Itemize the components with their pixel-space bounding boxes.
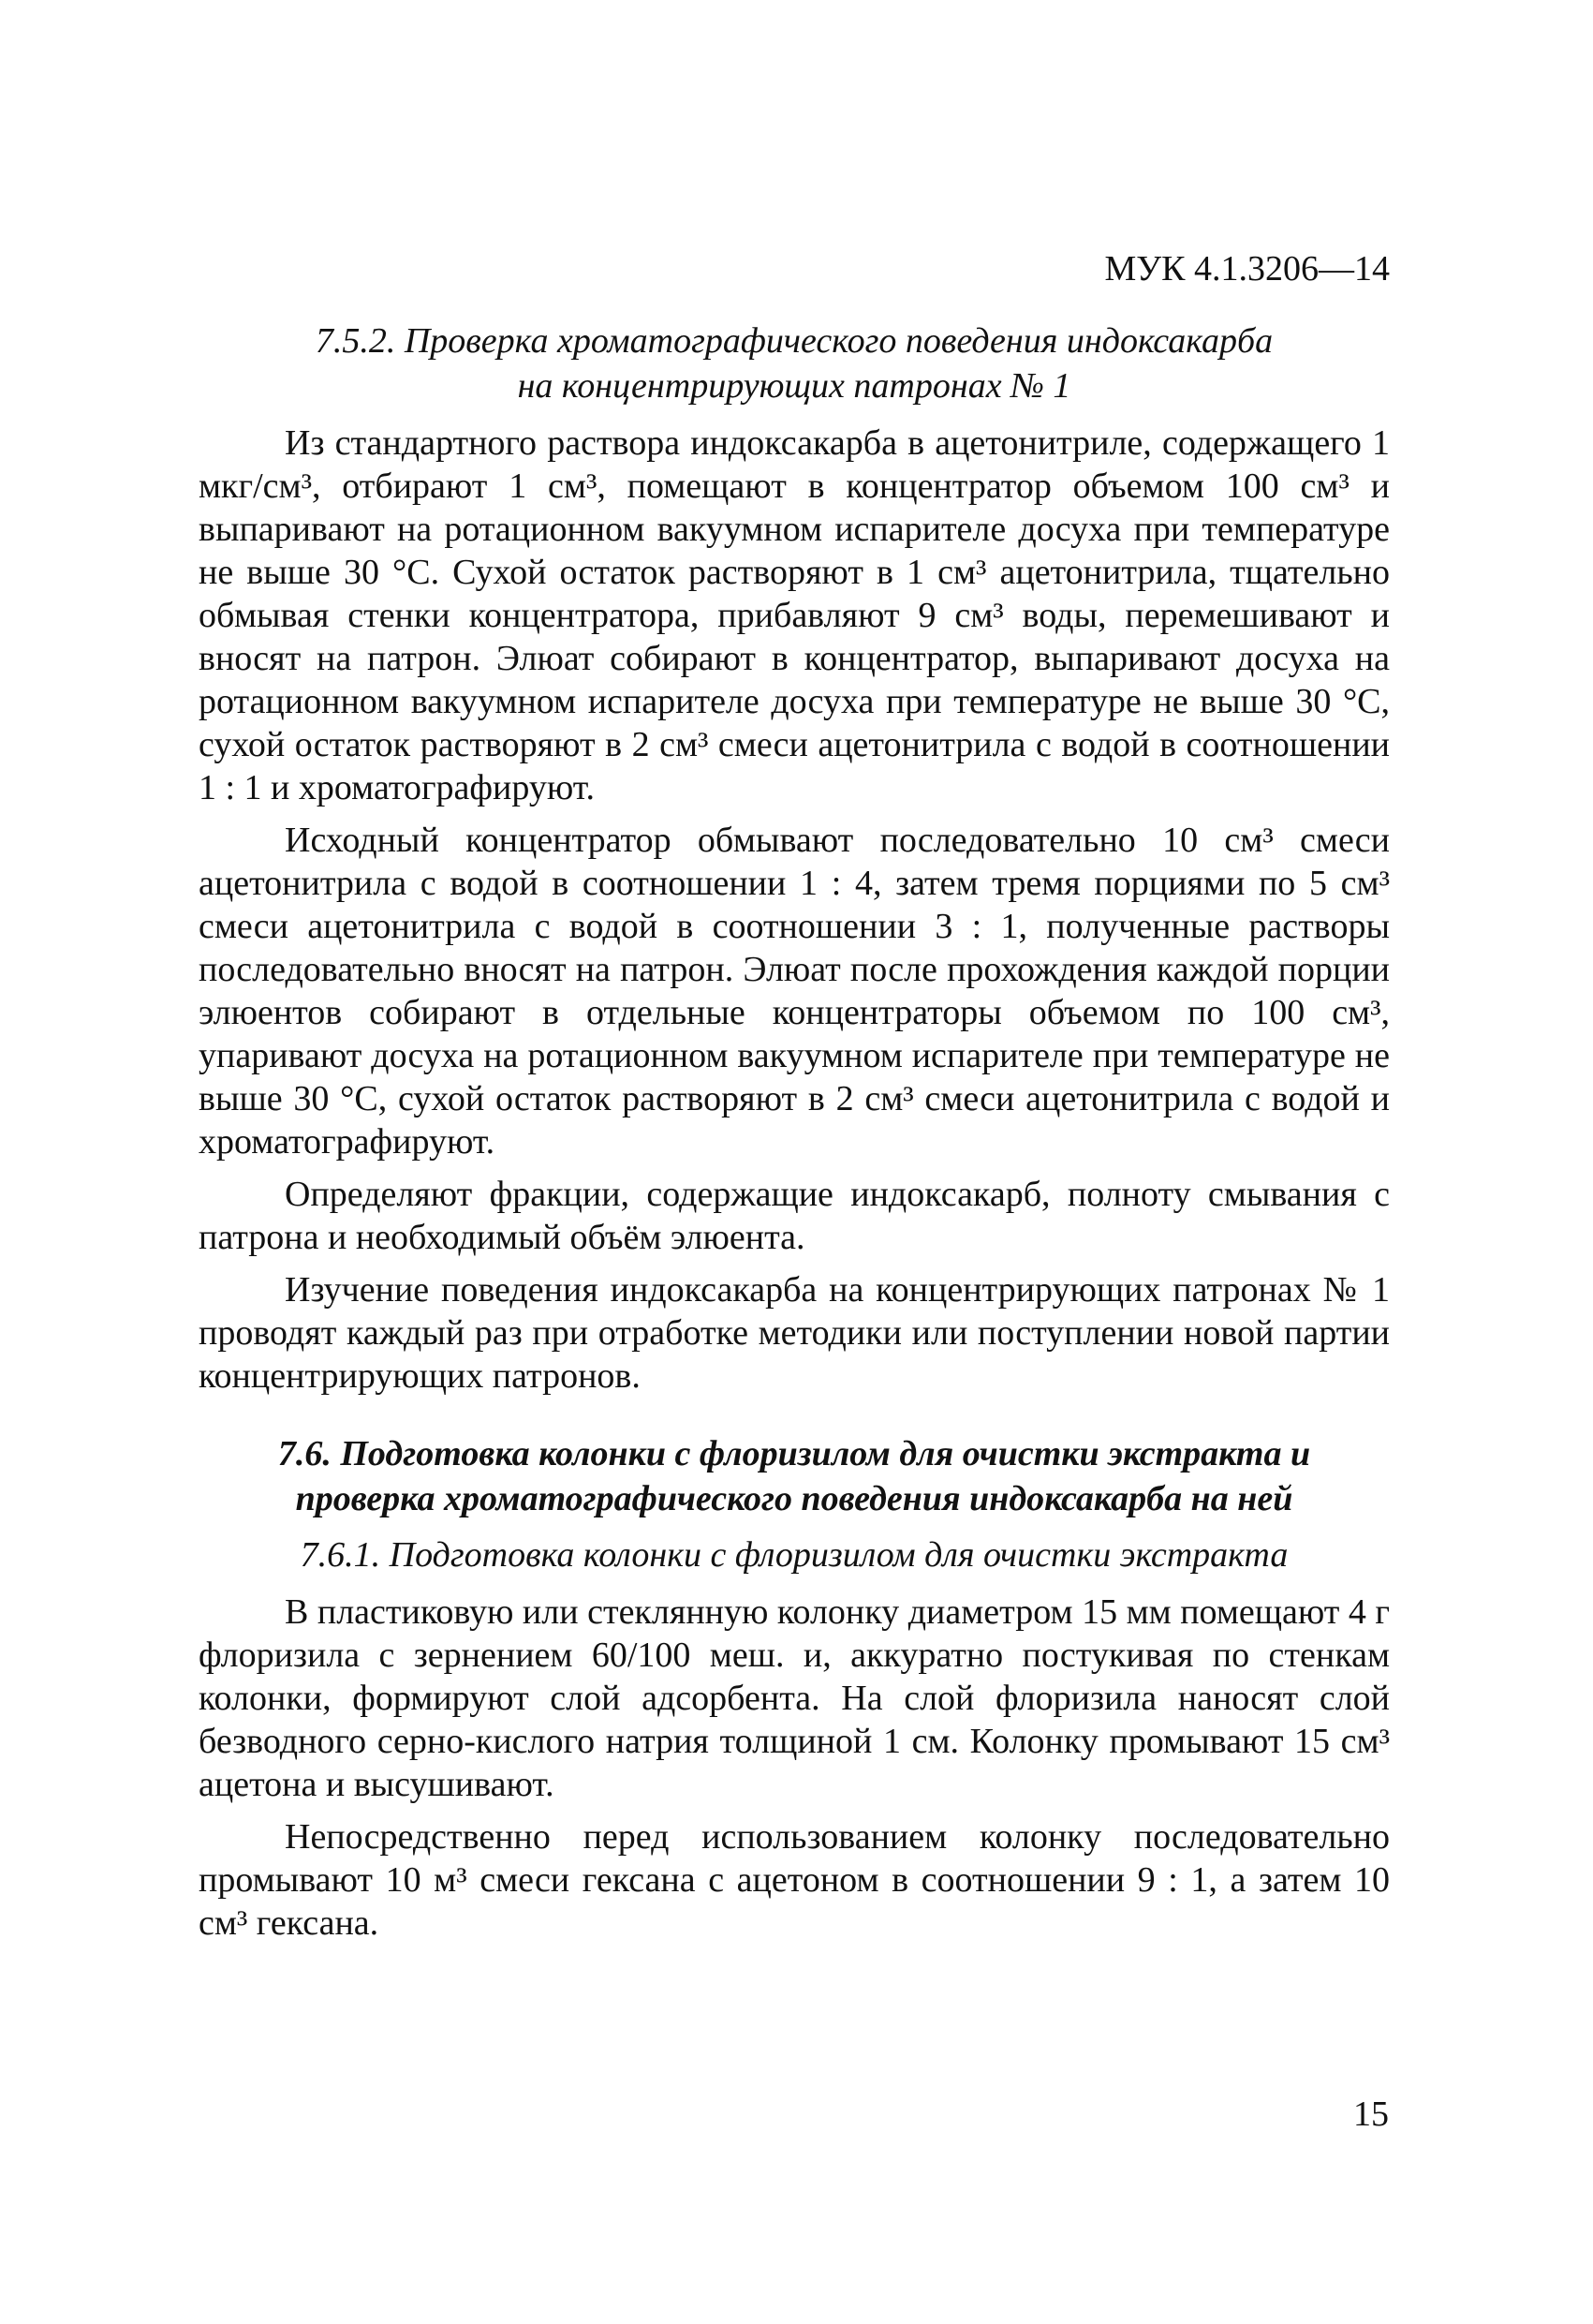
document-page [199,245,1390,1954]
paragraph: Исходный концентратор обмывают последовательно 10 см³ смеси ацетонитрила с водой в соотношении 1 : 4, затем тремя порциями по 5 см³ смеси ацетонитрила с водой в соотношении 3 : 1, полученные растворы последовательно вносят на патрон. Элюат после прохождения каждой порции элюентов собирают в отдельные концентраторы объемом по 100 см³, упаривают досуха на ротационном вакуумном испарителе при температуре не выше 30 °С, сухой остаток растворяют в 2 см³ смеси ацетонитрила с водой и хроматографируют. [199,821,1390,1162]
paragraph: Из стандартного раствора индоксакарба в ацетонитриле, содержащего 1 мкг/см³, отбирают 1 см³, помещают в концентратор объемом 100 см³ и выпаривают на ротационном вакуумном испарителе досуха при температуре не выше 30 °С. Сухой остаток растворяют в 1 см³ ацетонитрила, тщательно обмывая стенки концентратора, прибавляют 9 см³ воды, перемешивают и вносят на патрон. Элюат собирают в концентратор, выпаривают досуха на ротационном вакуумном испарителе досуха при температуре не выше 30 °С, сухой остаток растворяют в 2 см³ смеси ацетонитрила с водой в соотношении 1 : 1 и хроматографируют. [199,423,1390,807]
paragraph: Изучение поведения индоксакарба на концентрирующих патронах № 1 проводят каждый раз при отработке методики или поступлении новой партии концентрирующих патронов. [199,1270,1390,1396]
paragraph: Определяют фракции, содержащие индоксакарб, полноту смывания с патрона и необходимый объём элюента. [199,1175,1390,1257]
page-number: 15 [1353,2095,1389,2134]
section-7-5-2 [199,318,1390,1398]
section-heading-line: проверка хроматографического поведения индоксакарба на ней [295,1479,1293,1518]
section-heading-line: на концентрирующих патронах № 1 [517,366,1071,406]
section-heading-line: 7.5.2. Проверка хроматографического поведения индоксакарба [315,321,1274,361]
document-code: МУК 4.1.3206—14 [1104,249,1390,289]
section-7-6-heading [199,1431,1390,1521]
section-heading-line: 7.6. Подготовка колонки с флоризилом для очистки экстракта и [277,1434,1311,1473]
section-7-6-1 [199,1532,1390,1945]
section-heading [199,318,1390,408]
section-heading: 7.6.1. Подготовка колонки с флоризилом для очистки экстракта [300,1535,1289,1575]
paragraph: Непосредственно перед использованием колонку последовательно промывают 10 м³ смеси гексана с ацетоном в соотношении 9 : 1, а затем 10 см³ гексана. [199,1817,1390,1943]
paragraph: В пластиковую или стеклянную колонку диаметром 15 мм помещают 4 г флоризила с зернением 60/100 меш. и, аккуратно постукивая по стенкам колонки, формируют слой адсорбента. На слой флоризила наносят слой безводного серно-кислого натрия толщиной 1 см. Колонку промывают 15 см³ ацетона и высушивают. [199,1592,1390,1804]
